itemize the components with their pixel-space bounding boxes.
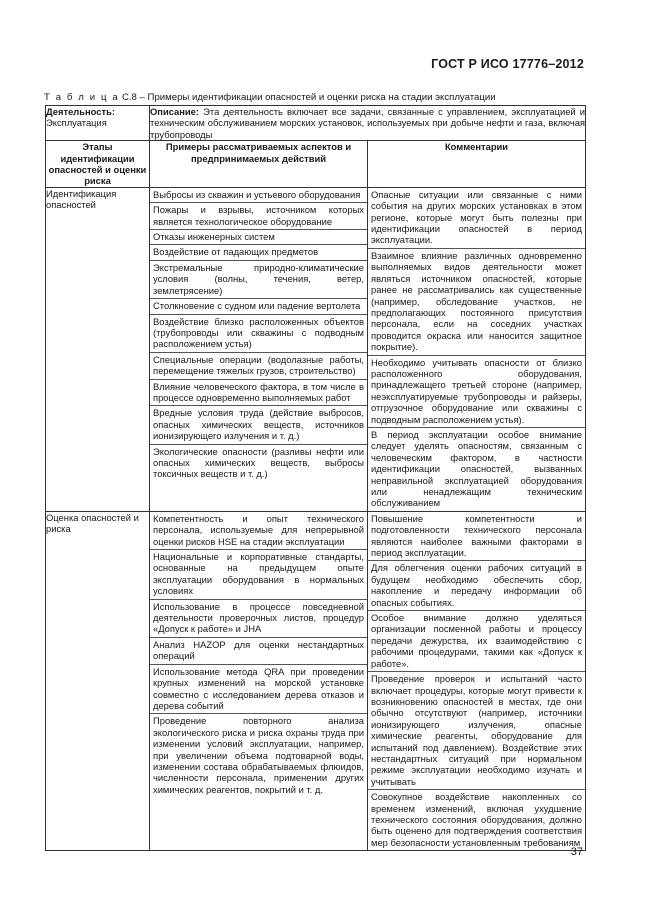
comments-cell: [368, 187, 586, 511]
stage-cell: Оценка опасностей и риска: [46, 511, 150, 850]
description-cell: [150, 106, 586, 141]
comment-item: Повышение компетентности и подготовленности технического персонала являются наиболее важными факторами в период эксплуатации.: [368, 512, 585, 562]
activity-cell: [46, 106, 150, 141]
comment-item: Для облегчения оценки рабочих ситуаций в будущем необходимо обеспечить сбор, накопление и передачу информации об опасных событиях.: [368, 561, 585, 611]
page-number: 37: [570, 846, 583, 858]
header-comments: Комментарии: [368, 141, 586, 188]
example-item: Экстремальные природно-климатические условия (волны, течения, ветер, землетрясение): [150, 261, 367, 299]
example-item: Воздействие близко расположенных объектов (трубопроводы или скважины с подводным расположением устья): [150, 315, 367, 353]
examples-cell: [150, 511, 368, 850]
table-row: [46, 511, 586, 850]
table-row: [46, 187, 586, 511]
example-item: Использование метода QRA при проведении крупных изменений на морской установке совместно с исследованием дерева отказов и дерева событий: [150, 665, 367, 715]
table-caption-prefix: Т а б л и ц а: [44, 92, 120, 103]
example-item: Вредные условия труда (действие выбросов, опасных химических веществ, источников ионизирующего излучения и т. д.): [150, 406, 367, 444]
column-header-row: [46, 141, 586, 188]
example-item: Экологические опасности (разливы нефти или опасных химических веществ, выбросы токсичных веществ и т. д.): [153, 445, 364, 480]
example-item: Выбросы из скважин и устьевого оборудования: [150, 188, 367, 203]
document-id: ГОСТ Р ИСО 17776–2012: [431, 57, 584, 71]
stage-cell: Идентификация опасностей: [46, 187, 150, 511]
example-item: Воздействие от падающих предметов: [150, 245, 367, 260]
comment-item: Взаимное влияние различных одновременно выполняемых видов деятельности может являться источником опасностей, которые ранее не рассматривались как существенные (например, обследование участков, не предполагающих постоянного присутствия персонала, если на соседних участках проводится окраска или наносится защитное покрытие).: [368, 249, 585, 356]
example-item: Компетентность и опыт технического персонала, используемые для непрерывной оценки рисков HSE на стадии эксплуатации: [150, 512, 367, 550]
comment-item: Опасные ситуации или связанные с ними события на других морских установках в этом регионе, которые могут быть полезны при идентификации опасностей в период эксплуатации.: [368, 188, 585, 249]
example-item: Анализ HAZOP для оценки нестандартных операций: [150, 638, 367, 665]
example-item: Национальные и корпоративные стандарты, основанные на предыдущем опыте эксплуатации оборудования в нормальных условиях: [150, 550, 367, 600]
description-label: Описание:: [150, 106, 200, 117]
activity-label: Деятельность:: [46, 106, 115, 117]
table-caption: [44, 92, 496, 103]
header-stages: Этапы идентификации опасностей и оценки риска: [46, 141, 150, 188]
comment-item: Совокупное воздействие накопленных со временем изменений, включая ухудшение технического состояния оборудования, должно быть оценено для подтверждения соответствия мер безопасности установленным требованиям: [371, 791, 583, 848]
activity-row: [46, 106, 586, 141]
description-text: Эта деятельность включает все задачи, связанные с управлением, эксплуатацией и техническим обслуживанием морских установок, используемых при добыче нефти и газа, включая трубопроводы: [150, 106, 586, 140]
example-item: Проведение повторного анализа экологического риска и риска охраны труда при изменении условий эксплуатации, например, при увеличении объема подтоварной воды, изменении состава обрабатываемых флюидов, численности персонала, применении других химических реагентов, покрытий и т. д.: [153, 715, 364, 795]
example-item: Столкновение с судном или падение вертолета: [150, 299, 367, 314]
activity-value: Эксплуатация: [46, 117, 107, 129]
example-item: Отказы инженерных систем: [150, 230, 367, 245]
header-examples: Примеры рассматриваемых аспектов и предпринимаемых действий: [150, 141, 368, 188]
comment-item: В период эксплуатации особое внимание следует уделять опасностям, связанным с человеческим фактором, в частности идентификации опасностей, вызванных неправильной эксплуатацией оборудования или ненадлежащим техническим обслуживанием: [371, 428, 583, 509]
examples-cell: [150, 187, 368, 511]
hazard-table: [45, 105, 586, 851]
example-item: Специальные операции (водолазные работы, перемещение тяжелых грузов, строительство): [150, 353, 367, 380]
example-item: Влияние человеческого фактора, в том числе в процессе одновременно выполняемых работ: [150, 380, 367, 407]
comment-item: Проведение проверок и испытаний часто включает процедуры, которые могут привести к возникновению опасностей в местах, где они обычно отсутствуют (например, источники ионизирующего излучения, опасные химические реагенты, оборудование для испытаний под давлением). Воздействие этих нестандартных ситуаций при нормальном режиме эксплуатации необходимо изучать и учитывать: [368, 672, 585, 790]
comment-item: Необходимо учитывать опасности от близко расположенного оборудования, принадлежащего третьей стороне (например, неэксплуатируемые трубопроводы и райзеры, отгрузочное оборудование или скважины с подводным расположением устья).: [368, 356, 585, 428]
comments-cell: [368, 511, 586, 850]
table-caption-text: С.8 – Примеры идентификации опасностей и оценки риска на стадии эксплуатации: [119, 92, 496, 103]
comment-item: Особое внимание должно уделяться организации посменной работы и процессу передачи дежурства, их взаимодействию с рабочими процедурами, такими как «Допуск к работе».: [368, 611, 585, 672]
example-item: Использование в процессе повседневной деятельности проверочных листов, процедур «Допуск к работе» и JHA: [150, 600, 367, 638]
example-item: Пожары и взрывы, источником которых является технологическое оборудование: [150, 203, 367, 230]
